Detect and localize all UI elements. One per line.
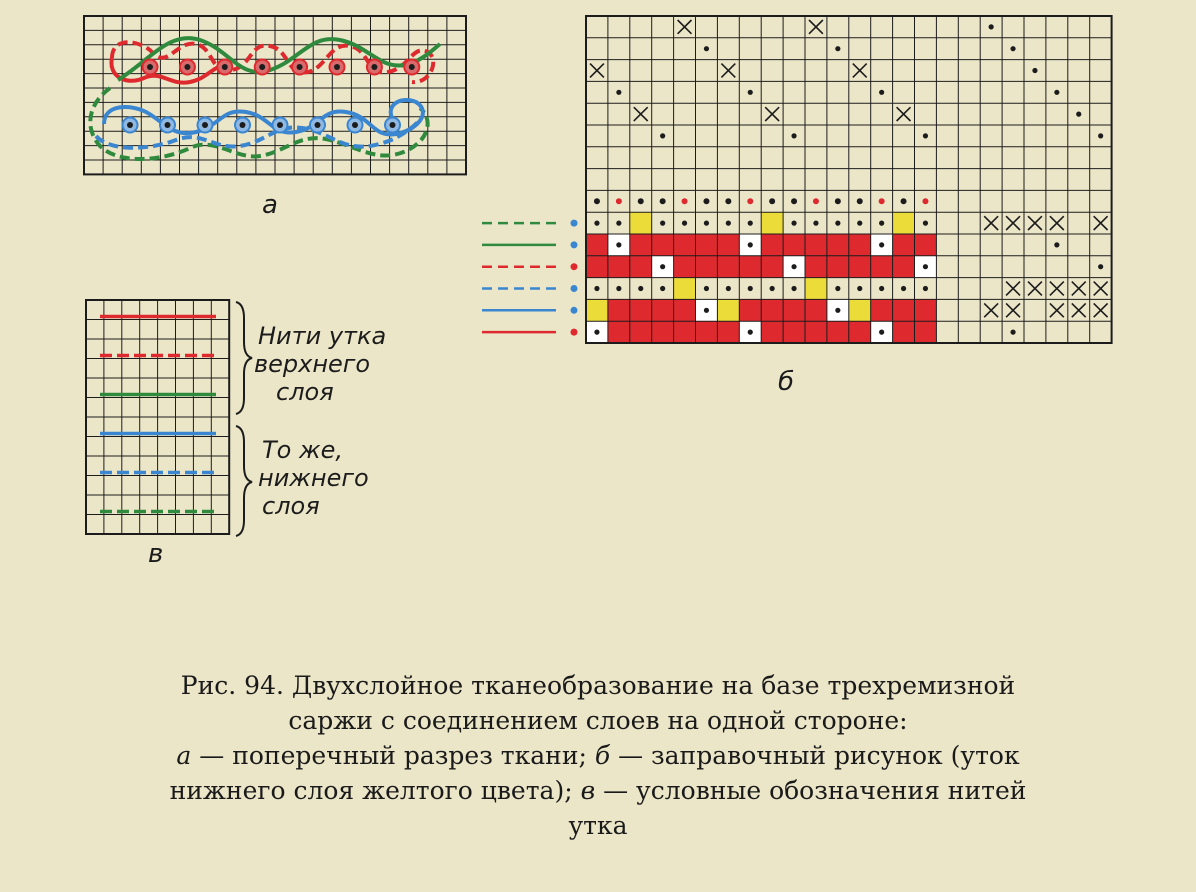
weave-red-cell xyxy=(783,299,805,321)
weave-red-cell xyxy=(915,321,937,343)
weave-red-cell xyxy=(783,234,805,256)
upper-warp-dot xyxy=(147,64,153,70)
weave-red-cell xyxy=(849,234,871,256)
weave-red-cell xyxy=(608,256,630,278)
weave-red-cell xyxy=(630,299,652,321)
weave-dot xyxy=(704,221,709,226)
caption-ref-a: а xyxy=(176,741,192,770)
legend-upper-line1: Нити утка xyxy=(258,322,387,350)
weave-dot xyxy=(726,221,731,226)
threading-dot xyxy=(660,133,665,138)
weave-dot xyxy=(616,286,621,291)
threading-dot xyxy=(923,133,928,138)
weave-dot xyxy=(791,221,796,226)
lower-warp-dot xyxy=(390,122,396,128)
weave-red-cell xyxy=(674,299,696,321)
upper-warp-dot xyxy=(409,64,415,70)
caption-b-text: — заправочный рисунок (уток xyxy=(610,741,1020,770)
lower-warp-dot xyxy=(165,122,171,128)
key-dot xyxy=(571,329,578,336)
weave-red-cell xyxy=(586,256,608,278)
weave-red-cell xyxy=(805,234,827,256)
weave-red-cell xyxy=(915,299,937,321)
draft-grid-b xyxy=(586,16,1112,343)
weave-red-cell xyxy=(849,321,871,343)
weave-red-cell xyxy=(717,234,739,256)
legend-upper-line3: слоя xyxy=(276,378,334,406)
weave-red-cell xyxy=(739,299,761,321)
weave-red-cell xyxy=(652,299,674,321)
tieup-dot xyxy=(1098,264,1103,269)
lower-warp-dot xyxy=(277,122,283,128)
weave-dot xyxy=(813,221,818,226)
tieup-cross xyxy=(1006,303,1020,317)
threading-dot xyxy=(1098,133,1103,138)
threading-dot xyxy=(791,133,796,138)
order-dot xyxy=(813,198,819,204)
legend-lower-line1: То же, xyxy=(262,436,343,464)
weave-red-cell xyxy=(871,299,893,321)
weave-yellow-cell xyxy=(761,212,783,234)
tieup-cross xyxy=(1094,282,1108,296)
weave-red-cell xyxy=(696,256,718,278)
weave-red-cell xyxy=(761,256,783,278)
weave-red-cell xyxy=(608,299,630,321)
weave-dot xyxy=(616,221,621,226)
threading-dot xyxy=(1032,68,1037,73)
tieup-cross xyxy=(1072,303,1086,317)
upper-warp-dot xyxy=(297,64,303,70)
weave-red-cell xyxy=(652,234,674,256)
weave-yellow-cell xyxy=(674,278,696,300)
key-dot xyxy=(571,263,578,270)
order-dot xyxy=(682,198,688,204)
weave-dot xyxy=(660,264,665,269)
threading-dot xyxy=(616,90,621,95)
caption-line-1: Рис. 94. Двухслойное тканеобразование на базе трехремизной xyxy=(180,671,1016,700)
upper-warp-dot xyxy=(222,64,228,70)
weave-dot xyxy=(791,264,796,269)
upper-warp-dot xyxy=(334,64,340,70)
weave-red-cell xyxy=(586,234,608,256)
weave-dot xyxy=(835,221,840,226)
threading-dot xyxy=(1054,90,1059,95)
weave-red-cell xyxy=(827,256,849,278)
weave-dot xyxy=(923,286,928,291)
order-dot xyxy=(769,198,775,204)
weave-red-cell xyxy=(761,299,783,321)
key-dot xyxy=(571,285,578,292)
weave-red-cell xyxy=(630,234,652,256)
threading-dot xyxy=(748,90,753,95)
threading-dot xyxy=(704,46,709,51)
weave-dot xyxy=(923,221,928,226)
weave-dot xyxy=(638,286,643,291)
cross-section-threads xyxy=(90,38,440,159)
weave-dot xyxy=(923,264,928,269)
tieup-cross xyxy=(1050,303,1064,317)
weave-yellow-cell xyxy=(805,278,827,300)
weave-dot xyxy=(748,221,753,226)
upper-warp-dot xyxy=(371,64,377,70)
label-a: а xyxy=(262,190,278,220)
weave-dot xyxy=(594,330,599,335)
weave-yellow-cell xyxy=(893,212,915,234)
lower-warp-dot xyxy=(202,122,208,128)
tieup-cross xyxy=(984,303,998,317)
weave-red-cell xyxy=(674,234,696,256)
lower-warp-dot xyxy=(240,122,246,128)
weave-red-cell xyxy=(630,256,652,278)
weave-dot xyxy=(660,286,665,291)
order-dot xyxy=(747,198,753,204)
caption-line4-text: нижнего слоя желтого цвета); xyxy=(169,776,581,805)
order-dot xyxy=(901,198,907,204)
weave-red-cell xyxy=(717,321,739,343)
tieup-cross xyxy=(1028,282,1042,296)
lower-warp-dot xyxy=(315,122,321,128)
weave-red-cell xyxy=(783,321,805,343)
label-v: в xyxy=(148,539,164,569)
tieup-cross xyxy=(1094,303,1108,317)
weave-red-cell xyxy=(761,321,783,343)
weave-red-cell xyxy=(717,256,739,278)
weave-dot xyxy=(594,221,599,226)
weave-dot xyxy=(857,221,862,226)
weave-red-cell xyxy=(893,234,915,256)
threading-cross xyxy=(897,107,911,121)
caption-ref-b: б xyxy=(594,741,611,770)
caption-a-text: — поперечный разрез ткани; xyxy=(191,741,595,770)
label-b: б xyxy=(778,367,795,397)
caption-v-text: — условные обозначения нитей xyxy=(595,776,1027,805)
threading-cross xyxy=(634,107,648,121)
threading-cross xyxy=(590,64,604,78)
threading-dot xyxy=(1010,46,1015,51)
weave-red-cell xyxy=(893,256,915,278)
order-dot xyxy=(638,198,644,204)
threading-dot xyxy=(989,24,994,29)
order-dot xyxy=(594,198,600,204)
threading-cross xyxy=(721,64,735,78)
weave-red-cell xyxy=(893,299,915,321)
tieup-dot xyxy=(1054,242,1059,247)
threading-cross xyxy=(809,20,823,34)
caption-line-5: утка xyxy=(568,811,628,840)
weave-red-cell xyxy=(849,256,871,278)
legend-upper-line2: верхнего xyxy=(254,350,371,378)
threading-cross xyxy=(853,64,867,78)
upper-warp-dot xyxy=(184,64,190,70)
weave-yellow-cell xyxy=(717,299,739,321)
weave-dot xyxy=(857,286,862,291)
weft-color-key xyxy=(482,220,578,336)
tieup-cross xyxy=(1006,216,1020,230)
tieup-dot xyxy=(1010,330,1015,335)
weave-dot xyxy=(748,242,753,247)
weave-red-cell xyxy=(871,256,893,278)
brace-lower xyxy=(236,426,252,536)
weave-dot xyxy=(879,242,884,247)
lower-warp-dot xyxy=(352,122,358,128)
weave-yellow-cell xyxy=(630,212,652,234)
weave-dot xyxy=(791,286,796,291)
order-dot xyxy=(616,198,622,204)
lower-warp-dot xyxy=(127,122,133,128)
weave-red-cell xyxy=(674,321,696,343)
weave-red-cell xyxy=(608,321,630,343)
weave-red-cell xyxy=(893,321,915,343)
weave-red-cell xyxy=(915,234,937,256)
weave-red-cell xyxy=(630,321,652,343)
weave-red-cell xyxy=(761,234,783,256)
weave-dot xyxy=(682,221,687,226)
key-dot xyxy=(571,241,578,248)
weave-yellow-cell xyxy=(849,299,871,321)
weave-dot xyxy=(594,286,599,291)
threading-dot xyxy=(1076,112,1081,117)
figure-caption xyxy=(14,668,1182,843)
threading-dot xyxy=(879,90,884,95)
caption-line-4 xyxy=(14,773,1182,808)
threading-dot xyxy=(835,46,840,51)
weave-red-cell xyxy=(696,321,718,343)
weave-dot xyxy=(660,221,665,226)
weave-dot xyxy=(616,242,621,247)
threading-cross xyxy=(678,20,692,34)
legend-lower-line3: слоя xyxy=(262,492,320,520)
order-dot xyxy=(835,198,841,204)
order-dot xyxy=(879,198,885,204)
tieup-cross xyxy=(984,216,998,230)
upper-warp-dot xyxy=(259,64,265,70)
order-dot xyxy=(857,198,863,204)
legend-grid-v xyxy=(86,300,229,534)
legend-lower-line2: нижнего xyxy=(258,464,369,492)
brace-upper xyxy=(236,302,252,414)
weave-red-cell xyxy=(652,321,674,343)
weave-dot xyxy=(770,286,775,291)
weave-dot xyxy=(879,221,884,226)
key-dot xyxy=(571,307,578,314)
key-dot xyxy=(571,220,578,227)
weave-dot xyxy=(835,286,840,291)
weave-dot xyxy=(901,286,906,291)
weave-dot xyxy=(704,286,709,291)
tieup-cross xyxy=(1028,216,1042,230)
caption-line-3 xyxy=(14,738,1182,773)
caption-ref-v: в xyxy=(580,776,596,805)
tieup-cross xyxy=(1094,216,1108,230)
weave-dot xyxy=(748,286,753,291)
weave-red-cell xyxy=(805,321,827,343)
weave-dot xyxy=(704,308,709,313)
weave-dot xyxy=(748,330,753,335)
weave-dot xyxy=(879,330,884,335)
weave-dot xyxy=(835,308,840,313)
order-dot xyxy=(725,198,731,204)
tieup-cross xyxy=(1050,282,1064,296)
order-dot xyxy=(791,198,797,204)
weave-yellow-cell xyxy=(586,299,608,321)
weave-dot xyxy=(726,286,731,291)
weave-red-cell xyxy=(805,299,827,321)
tieup-cross xyxy=(1050,216,1064,230)
weave-red-cell xyxy=(805,256,827,278)
weave-red-cell xyxy=(827,321,849,343)
weave-red-cell xyxy=(739,256,761,278)
weave-red-cell xyxy=(674,256,696,278)
weave-red-cell xyxy=(696,234,718,256)
weave-dot xyxy=(879,286,884,291)
order-dot xyxy=(660,198,666,204)
order-dot xyxy=(703,198,709,204)
tieup-cross xyxy=(1006,282,1020,296)
threading-cross xyxy=(765,107,779,121)
weave-red-cell xyxy=(827,234,849,256)
tieup-cross xyxy=(1072,282,1086,296)
caption-line-2: саржи с соединением слоев на одной стороне: xyxy=(288,706,908,735)
order-dot xyxy=(922,198,928,204)
